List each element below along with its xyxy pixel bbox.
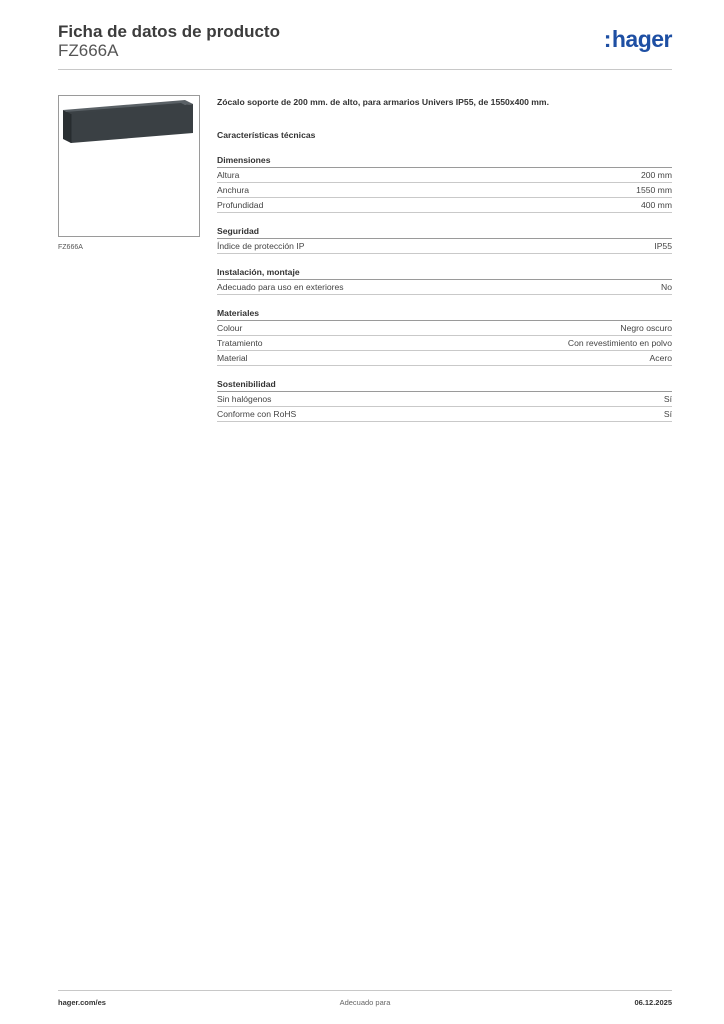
product-details (217, 95, 672, 422)
spec-group-seguridad (217, 225, 672, 254)
spec-group-sostenibilidad (217, 378, 672, 422)
spec-label: Anchura (217, 185, 250, 195)
spec-value: IP55 (654, 241, 672, 251)
spec-label: Adecuado para uso en exteriores (217, 282, 344, 292)
spec-label: Altura (217, 170, 240, 180)
spec-value: Negro oscuro (620, 323, 672, 333)
footer-website-link[interactable]: hager.com/es (58, 998, 106, 1007)
spec-row (217, 351, 672, 366)
spec-value: Sí (663, 394, 672, 404)
spec-row (217, 168, 672, 183)
product-base-illustration (59, 96, 199, 236)
spec-label: Tratamiento (217, 338, 263, 348)
footer-date: 06.12.2025 (634, 998, 672, 1007)
spec-row (217, 407, 672, 422)
spec-value: 200 mm (640, 170, 672, 180)
spec-value: No (661, 282, 672, 292)
page-header (58, 20, 672, 70)
spec-label: Material (217, 353, 248, 363)
spec-group-materiales (217, 307, 672, 366)
spec-value: Con revestimiento en polvo (567, 338, 672, 348)
spec-label: Colour (217, 323, 243, 333)
logo-text: hager (611, 26, 672, 52)
header-divider (58, 69, 672, 70)
spec-row (217, 198, 672, 213)
group-title: Dimensiones (217, 154, 672, 168)
group-title: Sostenibilidad (217, 378, 672, 392)
spec-group-dimensiones (217, 154, 672, 213)
spec-label: Sin halógenos (217, 394, 272, 404)
page-footer (58, 998, 672, 1010)
group-title: Materiales (217, 307, 672, 321)
page-title: Ficha de datos de producto (58, 22, 280, 41)
product-description: Zócalo soporte de 200 mm. de alto, para armarios Univers IP55, de 1550x400 mm. (217, 97, 549, 107)
logo-mark-icon: : (603, 26, 611, 52)
spec-group-instalacion (217, 266, 672, 295)
spec-row (217, 336, 672, 351)
spec-value: 400 mm (640, 200, 672, 210)
spec-row (217, 183, 672, 198)
spec-label: Índice de protección IP (217, 241, 305, 251)
product-code: FZ666A (58, 41, 119, 60)
spec-row (217, 392, 672, 407)
spec-row (217, 239, 672, 254)
footer-divider (58, 990, 672, 991)
spec-row (217, 280, 672, 295)
tech-heading: Características técnicas (217, 130, 316, 140)
spec-value: Sí (663, 409, 672, 419)
hager-logo (604, 26, 672, 53)
group-title: Instalación, montaje (217, 266, 672, 280)
group-title: Seguridad (217, 225, 672, 239)
spec-label: Conforme con RoHS (217, 409, 297, 419)
image-caption: FZ666A (58, 244, 83, 251)
footer-center-text: Adecuado para (339, 998, 391, 1007)
spec-value: Acero (649, 353, 672, 363)
spec-row (217, 321, 672, 336)
spec-label: Profundidad (217, 200, 264, 210)
spec-value: 1550 mm (636, 185, 672, 195)
product-image (58, 95, 200, 237)
